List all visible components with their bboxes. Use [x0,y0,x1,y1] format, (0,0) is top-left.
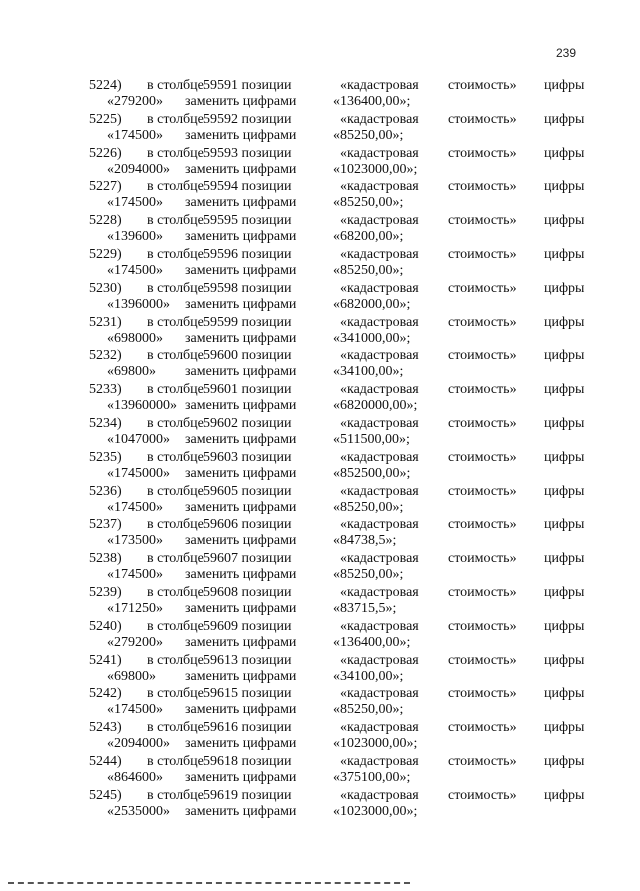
entry-number: 5236) [89,483,122,499]
new-value: «511500,00»; [333,431,410,447]
amendment-entry [0,753,640,787]
digits-label: цифры [544,686,585,702]
old-value: «279200» [107,634,163,650]
entry-line-1 [0,652,640,669]
entry-number: 5228) [89,213,122,229]
replace-label: заменить цифрами [185,398,297,414]
amendment-entry [0,483,640,517]
entry-line-1 [0,111,640,128]
entry-number: 5243) [89,720,122,736]
entry-line-2 [0,566,640,583]
column-position: 59619 позиции [203,787,292,803]
new-value: «84738,5»; [333,533,397,549]
digits-label: цифры [544,517,585,533]
cadastral-label: «кадастровая [340,415,419,431]
column-position: 59616 позиции [203,720,292,736]
entry-line-2 [0,735,640,752]
digits-label: цифры [544,618,585,634]
entry-line-2 [0,465,640,482]
entry-line-1 [0,415,640,432]
column-label: в столбце [147,652,204,668]
entry-line-2 [0,431,640,448]
amendment-entry [0,381,640,415]
column-label: в столбце [147,78,204,93]
cadastral-label: «кадастровая [340,348,419,364]
column-label: в столбце [147,415,204,431]
column-label: в столбце [147,787,204,803]
amendment-entry [0,415,640,449]
column-label: в столбце [147,280,204,296]
entry-line-2 [0,93,640,110]
cadastral-label: «кадастровая [340,686,419,702]
old-value: «279200» [107,94,163,109]
replace-label: заменить цифрами [185,533,297,549]
cadastral-label: «кадастровая [340,78,419,93]
column-label: в столбце [147,213,204,229]
entry-number: 5238) [89,551,122,567]
column-label: в столбце [147,111,204,127]
cadastral-label: «кадастровая [340,517,419,533]
cadastral-label: «кадастровая [340,280,419,296]
cost-label: стоимость» [448,483,517,499]
column-position: 59598 позиции [203,280,292,296]
entry-number: 5240) [89,618,122,634]
entry-line-1 [0,314,640,331]
entry-number: 5235) [89,449,122,465]
entry-line-1 [0,618,640,635]
column-label: в столбце [147,551,204,567]
cadastral-label: «кадастровая [340,314,419,330]
replace-label: заменить цифрами [185,567,297,583]
entry-number: 5241) [89,652,122,668]
column-position: 59593 позиции [203,145,292,161]
replace-label: заменить цифрами [185,769,297,785]
amendment-entry [0,787,640,821]
entry-number: 5225) [89,111,122,127]
entry-line-2 [0,262,640,279]
entry-line-1 [0,145,640,162]
column-label: в столбце [147,382,204,398]
old-value: «69800» [107,364,156,380]
entry-number: 5227) [89,179,122,195]
cadastral-label: «кадастровая [340,753,419,769]
cost-label: стоимость» [448,652,517,668]
column-position: 59606 позиции [203,517,292,533]
amendment-entry [0,212,640,246]
old-value: «1745000» [107,465,170,481]
replace-label: заменить цифрами [185,634,297,650]
column-label: в столбце [147,179,204,195]
column-label: в столбце [147,618,204,634]
column-label: в столбце [147,584,204,600]
entry-line-1 [0,246,640,263]
entry-number: 5244) [89,753,122,769]
amendment-entry [0,449,640,483]
cost-label: стоимость» [448,517,517,533]
amendment-entry [0,77,640,111]
entry-line-2 [0,228,640,245]
entry-line-2 [0,769,640,786]
old-value: «698000» [107,330,163,346]
old-value: «174500» [107,262,163,278]
entry-number: 5239) [89,584,122,600]
amendment-entry [0,685,640,719]
column-position: 59595 позиции [203,213,292,229]
column-position: 59599 позиции [203,314,292,330]
cadastral-label: «кадастровая [340,213,419,229]
replace-label: заменить цифрами [185,330,297,346]
cost-label: стоимость» [448,78,517,93]
new-value: «34100,00»; [333,364,404,380]
amendment-list [0,77,640,821]
entry-number: 5229) [89,246,122,262]
entry-line-2 [0,701,640,718]
entry-line-2 [0,194,640,211]
entry-line-2 [0,532,640,549]
digits-label: цифры [544,415,585,431]
cost-label: стоимость» [448,787,517,803]
cost-label: стоимость» [448,145,517,161]
cost-label: стоимость» [448,551,517,567]
entry-number: 5224) [89,78,122,93]
amendment-entry [0,719,640,753]
page-number: 239 [556,46,577,60]
digits-label: цифры [544,753,585,769]
amendment-entry [0,246,640,280]
new-value: «68200,00»; [333,229,404,245]
entry-number: 5232) [89,348,122,364]
replace-label: заменить цифрами [185,161,297,177]
column-position: 59609 позиции [203,618,292,634]
column-label: в столбце [147,753,204,769]
column-label: в столбце [147,314,204,330]
new-value: «1023000,00»; [333,803,418,819]
cadastral-label: «кадастровая [340,246,419,262]
cost-label: стоимость» [448,314,517,330]
column-label: в столбце [147,483,204,499]
replace-label: заменить цифрами [185,195,297,211]
old-value: «173500» [107,533,163,549]
cost-label: стоимость» [448,618,517,634]
entry-line-1 [0,212,640,229]
cadastral-label: «кадастровая [340,787,419,803]
amendment-entry [0,178,640,212]
entry-line-2 [0,397,640,414]
replace-label: заменить цифрами [185,127,297,143]
column-position: 59600 позиции [203,348,292,364]
digits-label: цифры [544,111,585,127]
new-value: «136400,00»; [333,634,411,650]
cadastral-label: «кадастровая [340,449,419,465]
entry-line-1 [0,719,640,736]
cost-label: стоимость» [448,213,517,229]
new-value: «341000,00»; [333,330,411,346]
column-position: 59615 позиции [203,686,292,702]
digits-label: цифры [544,652,585,668]
entry-line-1 [0,381,640,398]
digits-label: цифры [544,348,585,364]
entry-line-2 [0,127,640,144]
entry-line-2 [0,161,640,178]
cadastral-label: «кадастровая [340,111,419,127]
cost-label: стоимость» [448,720,517,736]
old-value: «139600» [107,229,163,245]
entry-line-2 [0,803,640,820]
column-position: 59601 позиции [203,382,292,398]
entry-number: 5233) [89,382,122,398]
column-position: 59602 позиции [203,415,292,431]
cadastral-label: «кадастровая [340,145,419,161]
amendment-entry [0,652,640,686]
entry-number: 5231) [89,314,122,330]
cadastral-label: «кадастровая [340,551,419,567]
column-label: в столбце [147,686,204,702]
digits-label: цифры [544,584,585,600]
old-value: «13960000» [107,398,177,414]
old-value: «2094000» [107,736,170,752]
column-position: 59605 позиции [203,483,292,499]
old-value: «1396000» [107,296,170,312]
old-value: «1047000» [107,431,170,447]
column-position: 59613 позиции [203,652,292,668]
column-label: в столбце [147,720,204,736]
replace-label: заменить цифрами [185,229,297,245]
cost-label: стоимость» [448,584,517,600]
column-position: 59603 позиции [203,449,292,465]
replace-label: заменить цифрами [185,465,297,481]
digits-label: цифры [544,78,585,93]
column-label: в столбце [147,517,204,533]
old-value: «171250» [107,600,163,616]
new-value: «83715,5»; [333,600,397,616]
replace-label: заменить цифрами [185,600,297,616]
amendment-entry [0,111,640,145]
cost-label: стоимость» [448,415,517,431]
old-value: «69800» [107,668,156,684]
new-value: «85250,00»; [333,127,404,143]
new-value: «85250,00»; [333,195,404,211]
replace-label: заменить цифрами [185,364,297,380]
entry-line-1 [0,685,640,702]
amendment-entry [0,550,640,584]
entry-line-1 [0,483,640,500]
entry-line-1 [0,280,640,297]
old-value: «174500» [107,702,163,718]
new-value: «85250,00»; [333,567,404,583]
column-position: 59607 позиции [203,551,292,567]
column-label: в столбце [147,449,204,465]
old-value: «174500» [107,195,163,211]
digits-label: цифры [544,382,585,398]
entry-line-1 [0,449,640,466]
entry-line-1 [0,753,640,770]
replace-label: заменить цифрами [185,296,297,312]
entry-line-2 [0,296,640,313]
cadastral-label: «кадастровая [340,179,419,195]
entry-line-1 [0,516,640,533]
old-value: «2094000» [107,161,170,177]
column-position: 59608 позиции [203,584,292,600]
amendment-entry [0,280,640,314]
amendment-entry [0,618,640,652]
cost-label: стоимость» [448,348,517,364]
column-label: в столбце [147,348,204,364]
new-value: «375100,00»; [333,769,411,785]
replace-label: заменить цифрами [185,431,297,447]
entry-line-2 [0,499,640,516]
replace-label: заменить цифрами [185,668,297,684]
new-value: «85250,00»; [333,262,404,278]
cadastral-label: «кадастровая [340,652,419,668]
digits-label: цифры [544,720,585,736]
entry-number: 5234) [89,415,122,431]
old-value: «864600» [107,769,163,785]
cost-label: стоимость» [448,179,517,195]
digits-label: цифры [544,449,585,465]
entry-line-2 [0,668,640,685]
entry-line-2 [0,330,640,347]
replace-label: заменить цифрами [185,499,297,515]
new-value: «136400,00»; [333,94,411,109]
column-position: 59618 позиции [203,753,292,769]
cost-label: стоимость» [448,111,517,127]
entry-number: 5226) [89,145,122,161]
entry-number: 5242) [89,686,122,702]
amendment-entry [0,584,640,618]
cost-label: стоимость» [448,449,517,465]
column-position: 59591 позиции [203,78,292,93]
new-value: «34100,00»; [333,668,404,684]
column-position: 59592 позиции [203,111,292,127]
entry-number: 5245) [89,787,122,803]
cost-label: стоимость» [448,686,517,702]
entry-number: 5237) [89,517,122,533]
replace-label: заменить цифрами [185,702,297,718]
column-position: 59594 позиции [203,179,292,195]
new-value: «6820000,00»; [333,398,418,414]
entry-line-2 [0,600,640,617]
digits-label: цифры [544,246,585,262]
amendment-entry [0,145,640,179]
column-label: в столбце [147,246,204,262]
column-position: 59596 позиции [203,246,292,262]
digits-label: цифры [544,179,585,195]
cadastral-label: «кадастровая [340,618,419,634]
cost-label: стоимость» [448,753,517,769]
replace-label: заменить цифрами [185,803,297,819]
digits-label: цифры [544,483,585,499]
digits-label: цифры [544,787,585,803]
new-value: «85250,00»; [333,499,404,515]
entry-line-2 [0,363,640,380]
old-value: «174500» [107,567,163,583]
cadastral-label: «кадастровая [340,584,419,600]
cost-label: стоимость» [448,246,517,262]
new-value: «85250,00»; [333,702,404,718]
old-value: «174500» [107,127,163,143]
entry-line-1 [0,550,640,567]
old-value: «2535000» [107,803,170,819]
old-value: «174500» [107,499,163,515]
entry-line-1 [0,584,640,601]
column-label: в столбце [147,145,204,161]
digits-label: цифры [544,551,585,567]
cadastral-label: «кадастровая [340,720,419,736]
entry-line-1 [0,787,640,804]
entry-line-1 [0,347,640,364]
digits-label: цифры [544,145,585,161]
amendment-entry [0,347,640,381]
replace-label: заменить цифрами [185,94,297,109]
replace-label: заменить цифрами [185,736,297,752]
new-value: «852500,00»; [333,465,411,481]
digits-label: цифры [544,280,585,296]
cadastral-label: «кадастровая [340,483,419,499]
entry-number: 5230) [89,280,122,296]
replace-label: заменить цифрами [185,262,297,278]
amendment-entry [0,314,640,348]
cost-label: стоимость» [448,382,517,398]
entry-line-1 [0,178,640,195]
new-value: «1023000,00»; [333,161,418,177]
new-value: «1023000,00»; [333,736,418,752]
entry-line-2 [0,634,640,651]
digits-label: цифры [544,314,585,330]
digits-label: цифры [544,213,585,229]
amendment-entry [0,516,640,550]
cost-label: стоимость» [448,280,517,296]
footer-divider [8,882,410,884]
cadastral-label: «кадастровая [340,382,419,398]
entry-line-1 [0,77,640,94]
new-value: «682000,00»; [333,296,411,312]
